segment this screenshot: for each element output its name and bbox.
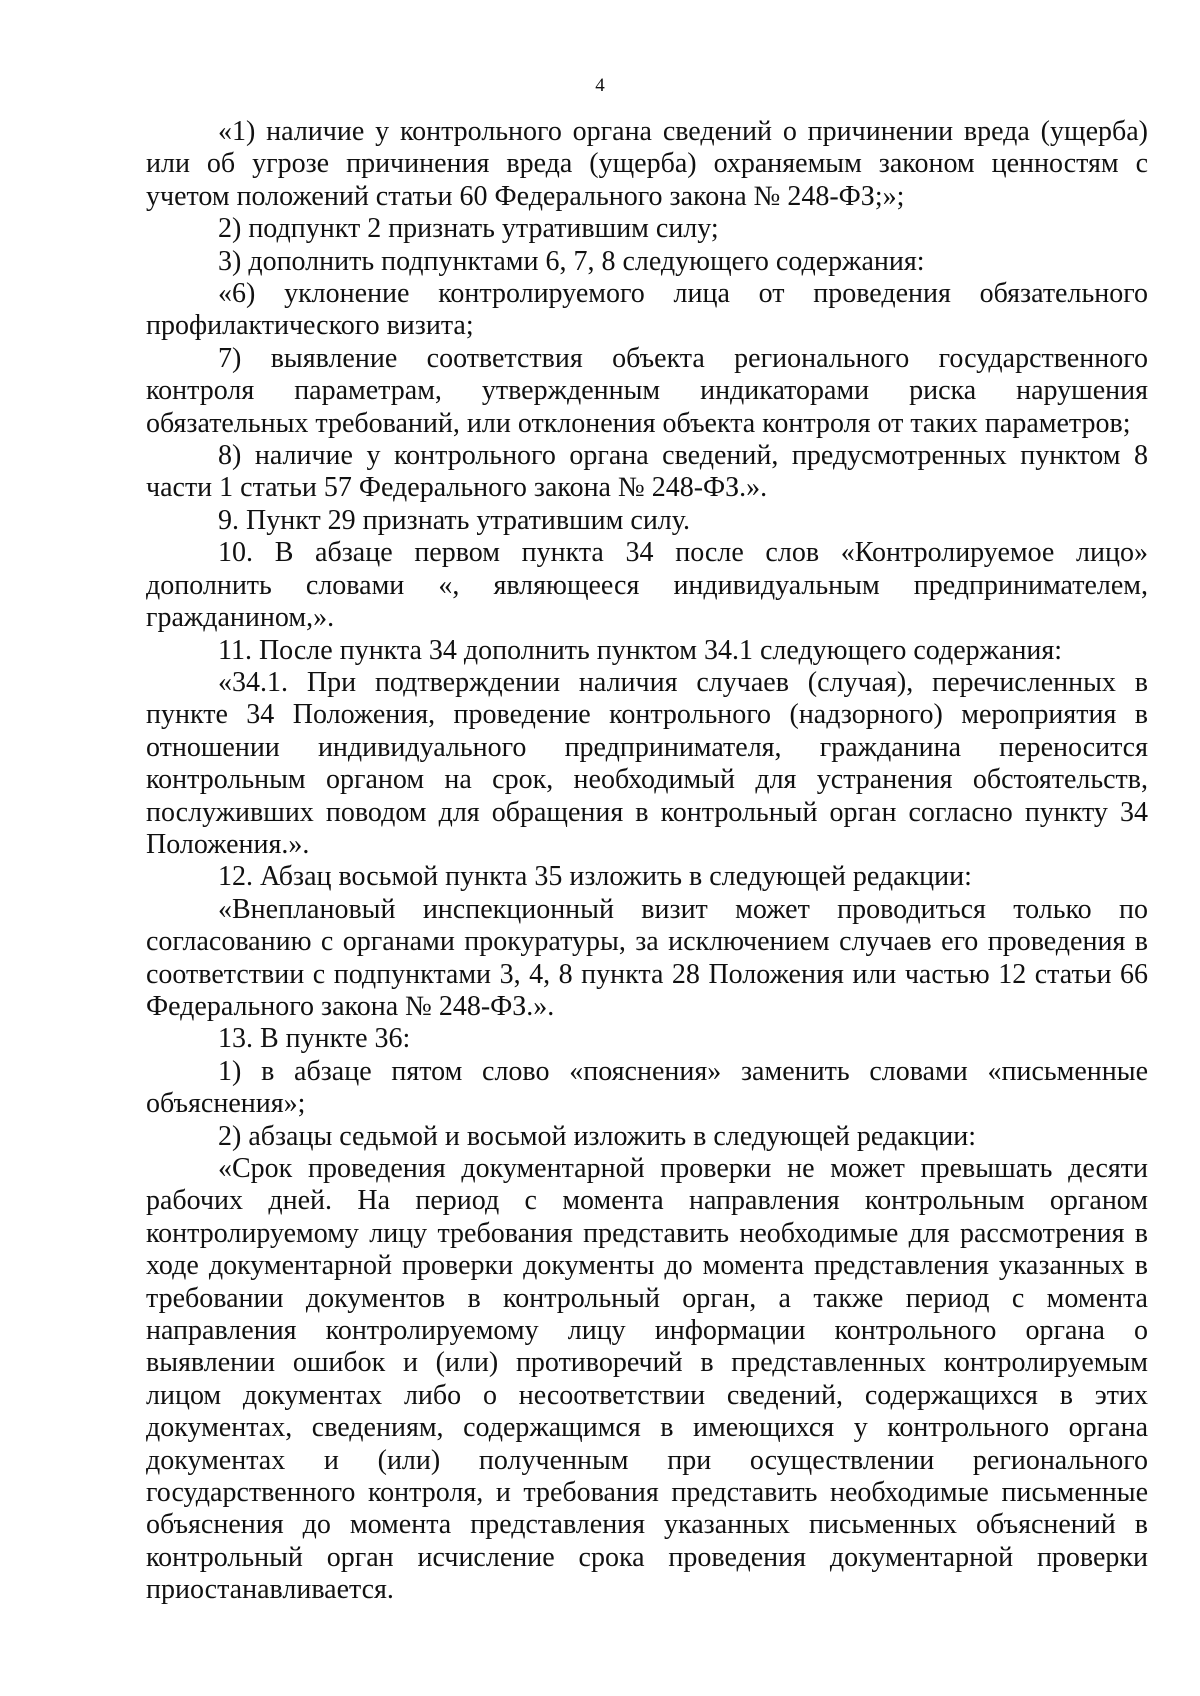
paragraph: 12. Абзац восьмой пункта 35 изложить в следующей редакции: — [218, 861, 972, 893]
paragraph: 8) наличие у контрольного органа сведений, предусмотренных пунктом 8 части 1 статьи 57 Федерального закона № 248-ФЗ.». — [146, 440, 1148, 504]
paragraph: 3) дополнить подпунктами 6, 7, 8 следующего содержания: — [218, 245, 925, 277]
paragraph: 1) в абзаце пятом слово «пояснения» заменить словами «письменные объяснения»; — [146, 1055, 1148, 1120]
paragraph: «6) уклонение контролируемого лица от проведения обязательного профилактического визита; — [146, 278, 1148, 342]
paragraph: 2) абзацы седьмой и восьмой изложить в следующей редакции: — [218, 1120, 976, 1152]
document-body — [146, 116, 1148, 1607]
paragraph: «34.1. При подтверждении наличия случаев (случая), перечисленных в пункте 34 Положения, проведение контрольного (надзорного) мероприятия в отношении индивидуального предпринимателя, гражданина переносится контрольным органом на срок, необходимый для устранения обстоятельств, послуживших поводом для обращения в контрольный орган согласно пункту 34 Положения.». — [146, 666, 1148, 860]
paragraph: «Срок проведения документарной проверки не может превышать десяти рабочих дней. На период с момента направления контрольным органом контролируемому лицу требования представить необходимые для рассмотрения в ходе документарной проверки документы до момента представления указанных в требовании документов в контрольный орган, а также период с момента направления контролируемому лицу информации контрольного органа о выявлении ошибок и (или) противоречий в представленных контролируемым лицом документах либо о несоответствии сведений, содержащихся в этих документах, сведениям, содержащимся в имеющихся у контрольного органа документах и (или) полученным при осуществлении регионального государственного контроля, и требования представить необходимые письменные объяснения до момента представления указанных письменных объяснений в контрольный орган исчисление срока проведения документарной проверки приостанавливается. — [146, 1153, 1148, 1606]
paragraph: 10. В абзаце первом пункта 34 после слов «Контролируемое лицо» дополнить словами «, являющееся индивидуальным предпринимателем, гражданином,». — [146, 537, 1148, 634]
paragraph: 9. Пункт 29 признать утратившим силу. — [218, 504, 690, 536]
paragraph: 11. После пункта 34 дополнить пунктом 34.1 следующего содержания: — [218, 634, 1063, 666]
paragraph: 2) подпункт 2 признать утратившим силу; — [218, 213, 719, 245]
paragraph: 13. В пункте 36: — [218, 1023, 411, 1055]
paragraph: «Внеплановый инспекционный визит может проводиться только по согласованию с органами прокуратуры, за исключением случаев его проведения в соответствии с подпунктами 3, 4, 8 пункта 28 Положения или частью 12 статьи 66 Федерального закона № 248-ФЗ.». — [146, 893, 1148, 1022]
page-number: 4 — [595, 75, 605, 96]
paragraph: «1) наличие у контрольного органа сведений о причинении вреда (ущерба) или об угрозе причинения вреда (ущерба) охраняемым законом ценностям с учетом положений статьи 60 Федерального закона № 248-ФЗ;»; — [146, 116, 1148, 212]
paragraph: 7) выявление соответствия объекта регионального государственного контроля параметрам, утвержденным индикаторами риска нарушения обязательных требований, или отклонения объекта контроля от таких параметров; — [146, 342, 1148, 439]
